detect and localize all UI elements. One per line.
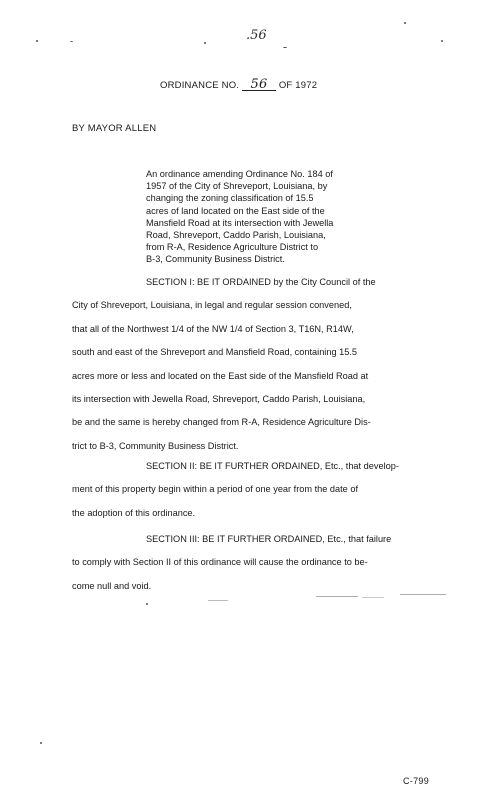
summary-line: changing the zoning classification of 15.5	[146, 193, 314, 204]
summary-line: acres of land located on the East side of the	[146, 205, 325, 216]
ordinance-year: OF 1972	[278, 80, 318, 91]
ordinance-prefix: ORDINANCE NO.	[160, 80, 240, 91]
section-line: SECTION I: BE IT ORDAINED by the City Council of the	[146, 277, 376, 287]
section-line: be and the same is hereby changed from R-A, Residence Agriculture Dis-	[72, 417, 371, 428]
section-line: south and east of the Shreveport and Mansfield Road, containing 15.5	[72, 347, 358, 358]
section-line: acres more or less and located on the East side of the Mansfield Road at	[72, 370, 369, 381]
scan-speck	[204, 42, 206, 44]
ordinance-title	[160, 77, 318, 92]
scan-mark	[362, 597, 384, 598]
section-3	[72, 528, 391, 598]
section-2	[72, 455, 399, 525]
section-line: SECTION II: BE IT FURTHER ORDAINED, Etc., that develop-	[146, 461, 399, 471]
scan-speck	[146, 603, 148, 605]
ordinance-number: 56	[242, 80, 276, 91]
section-line: that all of the Northwest 1/4 of the NW 1/4 of Section 3, T16N, R14W,	[72, 323, 354, 334]
byline: BY MAYOR ALLEN	[72, 123, 157, 134]
section-line: the adoption of this ordinance.	[72, 507, 196, 518]
scan-mark	[316, 596, 358, 597]
scan-speck	[36, 40, 38, 42]
summary-line: B-3, Community Business District.	[146, 254, 285, 265]
summary-line: Road, Shreveport, Caddo Parish, Louisiana,	[146, 230, 326, 241]
section-line: City of Shreveport, Louisiana, in legal and regular session convened,	[72, 300, 352, 311]
section-line: to comply with Section II of this ordinance will cause the ordinance to be-	[72, 557, 368, 568]
document-code: C-799	[402, 776, 429, 786]
summary-paragraph	[146, 168, 386, 266]
scan-speck	[441, 40, 443, 42]
section-line: its intersection with Jewella Road, Shreveport, Caddo Parish, Louisiana,	[72, 394, 366, 405]
scan-mark	[400, 594, 446, 595]
summary-line: from R-A, Residence Agriculture District to	[146, 242, 319, 253]
section-line: come null and void.	[72, 580, 152, 591]
summary-line: 1957 of the City of Shreveport, Louisiana, by	[146, 181, 328, 192]
section-line: SECTION III: BE IT FURTHER ORDAINED, Etc., that failure	[146, 534, 392, 544]
scan-mark	[208, 600, 228, 601]
handwritten-page-number: .56	[246, 28, 267, 43]
scan-speck	[70, 41, 73, 42]
section-line: ment of this property begin within a period of one year from the date of	[72, 484, 358, 495]
section-line: trict to B-3, Community Business District.	[72, 440, 239, 451]
scan-speck	[404, 22, 406, 24]
scan-speck	[40, 742, 42, 744]
section-1	[72, 271, 376, 458]
summary-line: Mansfield Road at its intersection with Jewella	[146, 217, 334, 228]
scan-speck	[283, 47, 287, 48]
summary-line: An ordinance amending Ordinance No. 184 of	[146, 169, 333, 179]
